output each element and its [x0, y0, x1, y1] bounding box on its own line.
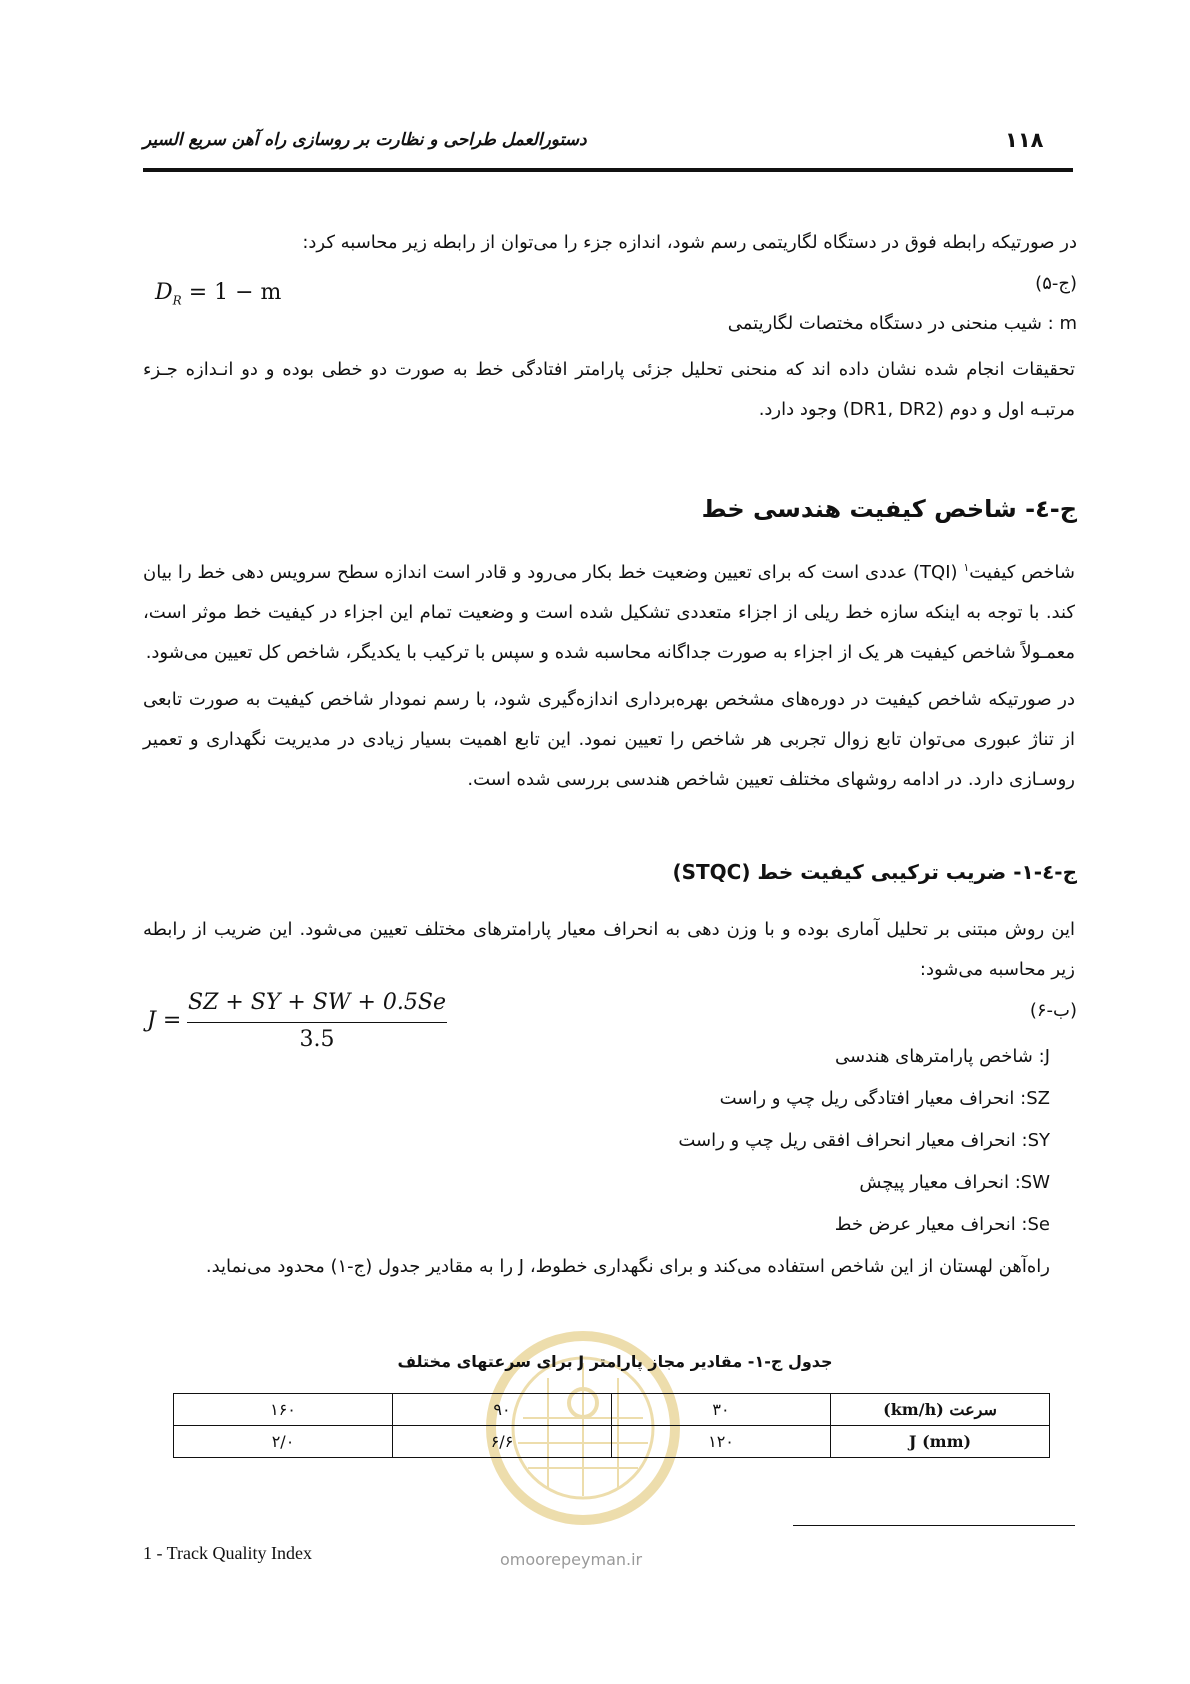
formula-j-denominator: 3.5 [299, 1027, 335, 1052]
table-row [174, 1426, 1050, 1458]
j-limits-table [173, 1393, 1050, 1458]
subsection-heading-stqc: ج-٤-١- ضریب ترکیبی کیفیت خط (STQC) [672, 860, 1077, 884]
formula-j-lhs: J = [147, 1008, 182, 1033]
page-number: ۱۱۸ [1005, 128, 1044, 152]
m-definition: m : شیب منحنی در دستگاه مختصات لگاریتمی [727, 313, 1077, 334]
definition-text: : شاخص پارامترهای هندسی [834, 1046, 1045, 1067]
header-rule [143, 168, 1073, 172]
definition-sy [678, 1130, 1050, 1151]
definition-text: : انحراف معیار انحراف افقی ریل چپ و راست [678, 1130, 1028, 1151]
definition-symbol: Se [1027, 1214, 1050, 1235]
research-paragraph: تحقیقات انجام شده نشان داده اند که منحنی تحلیل جزئی پارامتر افتادگی خط به صورت دو خطی بوده و دو انـدازه جـزء مرتبـه اول و دوم (DR1, DR2) وجود دارد. [143, 359, 1075, 420]
running-title: دستورالعمل طراحی و نظارت بر روسازی راه آهن سریع السیر [143, 130, 587, 150]
footnote-rule [793, 1525, 1075, 1526]
table-cell: ۹۰ [393, 1394, 612, 1426]
table-cell: ۳۰ [612, 1394, 831, 1426]
formula-j-numerator: SZ + SY + SW + 0.5Se [188, 990, 446, 1015]
tqi-paragraph-start: شاخص کیفیت [969, 562, 1076, 583]
formula-dr-lhs: D [155, 280, 173, 305]
footnote-mark: ۱ [963, 561, 970, 574]
closing-line: راه‌آهن لهستان از این شاخص استفاده می‌کند و برای نگهداری خطوط، J را به مقادیر جدول (ج-۱) محدود می‌نماید. [205, 1256, 1050, 1277]
section-heading-geometric-quality: ج-٤- شاخص کیفیت هندسی خط [701, 495, 1077, 523]
definition-symbol: SZ [1026, 1088, 1050, 1109]
definition-text: : انحراف معیار پیچش [859, 1172, 1021, 1193]
equation-label-b6: (ب-۶) [1029, 1000, 1077, 1021]
table-cell: ۱۶۰ [174, 1394, 393, 1426]
definition-se [835, 1214, 1050, 1235]
definition-sw [859, 1172, 1050, 1193]
table-cell: J (mm) [831, 1426, 1050, 1458]
table-row [174, 1394, 1050, 1426]
definition-text: : انحراف معیار افتادگی ریل چپ و راست [719, 1088, 1027, 1109]
equation-label-c5: (ج-۵) [1035, 273, 1077, 294]
intro-line: در صورتیکه رابطه فوق در دستگاه لگاریتمی رسم شود، اندازه جزء را می‌توان از رابطه زیر محاسبه کرد: [302, 232, 1077, 253]
formula-dr-sub: R [172, 293, 182, 308]
tqi-paragraph [143, 548, 1075, 673]
tqi-paragraph-rest: (TQI) عددی است که برای تعیین وضعیت خط بکار می‌رود و قادر است اندازه سطح سرویس دهی خط را بیان کند. با توجه به اینکه سازه خط ریلی از اجزاء متعددی تشکیل شده است و وضعیت تمام این اجزاء در کیفیت خط موثر است، معمـولاً شاخص کیفیت هر یک از اجزاء به صورت جداگانه محاسبه شده و سپس با ترکیب با یکدیگر، شاخص کل تعیین می‌شود. [143, 562, 1075, 663]
definition-symbol: SW [1020, 1172, 1050, 1193]
formula-dr-rhs: = 1 − m [188, 280, 282, 305]
definition-symbol: SY [1027, 1130, 1050, 1151]
definition-sz [720, 1088, 1050, 1109]
stqc-paragraph: این روش مبتنی بر تحلیل آماری بوده و با وزن دهی به انحراف معیار پارامترهای مختلف تعیین می‌شود. این ضریب از رابطه زیر محاسبه می‌شود: [143, 919, 1075, 980]
formula-dr [155, 280, 281, 307]
definition-symbol: J [1044, 1046, 1050, 1067]
table-cell: ۱۲۰ [612, 1426, 831, 1458]
decay-function-paragraph: در صورتیکه شاخص کیفیت در دوره‌های مشخص بهره‌برداری اندازه‌گیری شود، با رسم نمودار شاخص کیفیت به صورت تابعی از تناژ عبوری می‌توان تابع زوال تجربی هر شاخص را تعیین نمود. این تابع اهمیت بسیار زیادی در مدیریت نگهداری و تعمیر روسـازی دارد. در ادامه روشهای مختلف تعیین شاخص هندسی بررسی شده است. [143, 689, 1075, 790]
table-caption: جدول ج-۱- مقادیر مجاز پارامتر J برای سرعتهای مختلف [397, 1352, 833, 1371]
watermark-text: omoorepeyman.ir [500, 1550, 643, 1569]
table-cell: ۶/۶ [393, 1426, 612, 1458]
footnote: 1 - Track Quality Index [143, 1543, 312, 1563]
table-cell: ۲/۰ [174, 1426, 393, 1458]
definition-j [835, 1046, 1050, 1067]
definition-text: : انحراف معیار عرض خط [834, 1214, 1028, 1235]
fraction-bar [187, 1022, 447, 1023]
table-cell: سرعت (km/h) [831, 1394, 1050, 1426]
